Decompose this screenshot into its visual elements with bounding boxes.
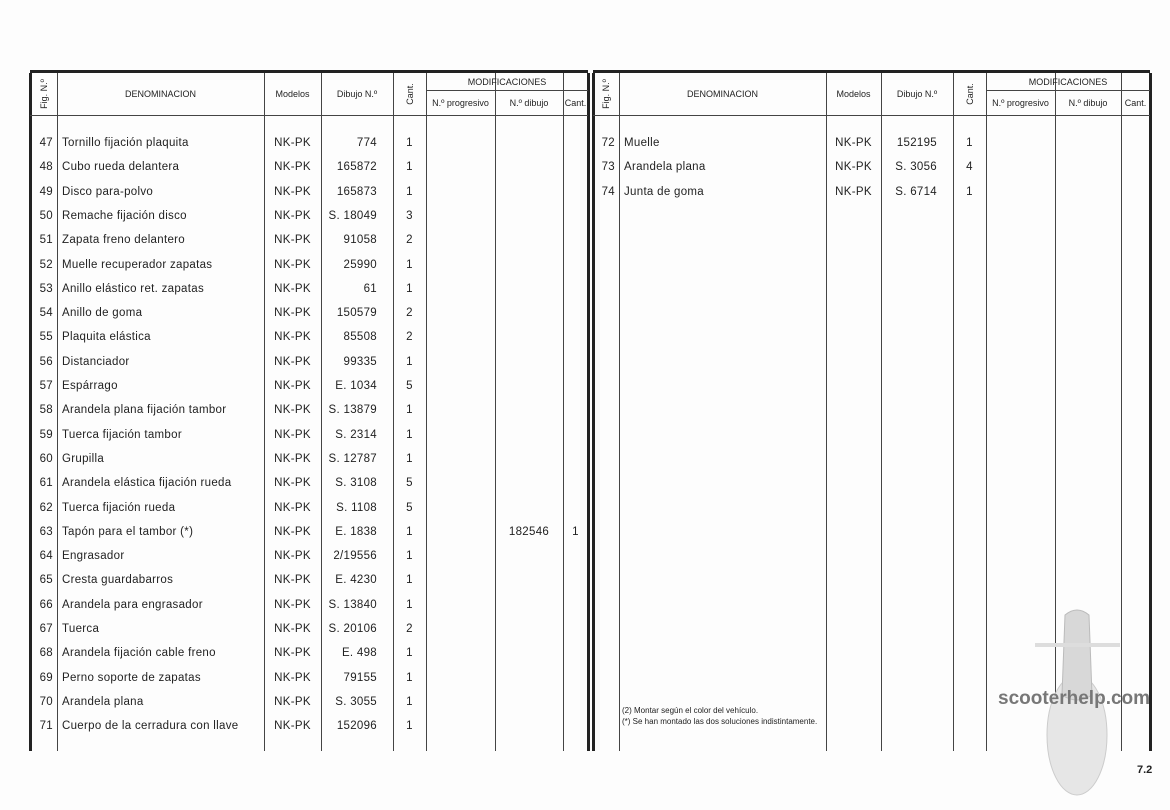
header-progresivo-text: N.º progresivo (432, 97, 489, 108)
quantity: 1 (406, 598, 413, 611)
model: NK-PK (274, 404, 311, 417)
quantity: 1 (406, 428, 413, 441)
header-modificaciones-text: MODIFICACIONES (467, 76, 547, 87)
fig-number: 53 (39, 282, 53, 295)
quantity: 1 (406, 647, 413, 660)
fig-number: 72 (601, 137, 615, 149)
part-name: Zapata freno delantero (62, 234, 185, 247)
drawing-number: 25990 (343, 258, 377, 271)
quantity: 5 (406, 380, 413, 392)
drawing-number: 165872 (336, 161, 377, 174)
part-name: Junta de goma (624, 185, 704, 198)
part-name: Arandela plana (624, 161, 706, 174)
header-mod-cant-text: Cant. (1124, 97, 1147, 108)
column-divider (587, 73, 590, 751)
drawing-number: 152195 (896, 137, 937, 149)
quantity: 1 (406, 282, 413, 295)
part-name: Arandela elástica fijación rueda (62, 477, 232, 490)
header-divider (30, 115, 588, 116)
model: NK-PK (274, 161, 311, 174)
model: NK-PK (274, 550, 311, 563)
header-fig (30, 73, 57, 115)
drawing-number: S. 3108 (335, 477, 377, 490)
header-fig (593, 73, 619, 115)
model: NK-PK (274, 331, 311, 344)
drawing-number: S. 6714 (895, 185, 937, 198)
quantity: 1 (406, 355, 413, 368)
header-dibujo-text: Dibujo N.º (336, 89, 378, 99)
quantity: 3 (406, 209, 413, 222)
footnote-color: (2) Montar según el color del vehículo. (622, 706, 759, 715)
drawing-number: 99335 (343, 355, 377, 368)
header-progresivo (986, 90, 1055, 115)
fig-number: 63 (39, 525, 53, 538)
part-name: Anillo de goma (62, 307, 143, 320)
drawing-number: 152096 (336, 720, 377, 733)
watermark-text: scooterhelp.com (998, 688, 1151, 709)
header-progresivo-text: N.º progresivo (992, 97, 1049, 108)
model: NK-PK (274, 647, 311, 660)
fig-number: 67 (39, 623, 53, 635)
model: NK-PK (274, 695, 311, 708)
drawing-number: 61 (363, 282, 377, 295)
part-name: Arandela plana fijación tambor (62, 404, 227, 417)
header-denominacion (619, 73, 826, 115)
drawing-number: 150579 (336, 307, 377, 320)
footnote-solutions: (*) Se han montado las dos soluciones indistintamente. (622, 717, 818, 726)
fig-number: 71 (39, 720, 53, 733)
drawing-number: E. 1838 (335, 525, 377, 538)
quantity: 1 (406, 525, 413, 538)
part-name: Muelle (624, 137, 660, 149)
quantity: 2 (406, 331, 413, 344)
drawing-number: S. 13840 (328, 598, 377, 611)
part-name: Engrasador (62, 550, 125, 563)
part-name: Tuerca fijación rueda (62, 501, 176, 514)
header-fig-text: Fig. N.º (38, 79, 49, 109)
quantity: 1 (966, 137, 973, 149)
quantity: 1 (406, 161, 413, 174)
model: NK-PK (274, 234, 311, 247)
drawing-number: E. 1034 (335, 380, 377, 392)
mod-drawing-number: 182546 (508, 525, 550, 538)
model: NK-PK (835, 137, 872, 149)
header-dibujo (881, 73, 953, 115)
drawing-number: S. 2314 (335, 428, 377, 441)
quantity: 5 (406, 477, 413, 490)
fig-number: 50 (39, 209, 53, 222)
part-name: Cubo rueda delantera (62, 161, 180, 174)
fig-number: 52 (39, 258, 53, 271)
quantity: 1 (406, 550, 413, 563)
header-dibujo (321, 73, 393, 115)
quantity: 1 (406, 404, 413, 417)
model: NK-PK (274, 380, 311, 392)
model: NK-PK (274, 452, 311, 465)
column-divider (563, 73, 564, 751)
header-cant-text: Cant. (404, 83, 415, 105)
fig-number: 69 (39, 671, 53, 684)
fig-number: 74 (601, 185, 615, 198)
header-divider (593, 115, 1150, 116)
model: NK-PK (274, 501, 311, 514)
header-modelos (264, 73, 321, 115)
header-dibujo-text: Dibujo N.º (896, 89, 938, 99)
model: NK-PK (274, 671, 311, 684)
header-mod-cant (563, 90, 588, 115)
fig-number: 57 (39, 380, 53, 392)
model: NK-PK (274, 209, 311, 222)
drawing-number: 91058 (343, 234, 377, 247)
quantity: 1 (406, 185, 413, 198)
model: NK-PK (274, 574, 311, 587)
part-name: Tapón para el tambor (*) (62, 525, 194, 538)
mod-quantity: 1 (572, 525, 579, 538)
drawing-number: S. 20106 (328, 623, 377, 635)
column-divider (426, 73, 427, 751)
column-divider (495, 73, 496, 751)
header-mod-cant-text: Cant. (564, 97, 587, 108)
header-modelos-text: Modelos (275, 89, 310, 99)
drawing-number: S. 1108 (336, 501, 377, 514)
model: NK-PK (274, 185, 311, 198)
part-name: Espárrago (62, 380, 118, 392)
quantity: 2 (406, 307, 413, 320)
header-fig-text: Fig. N.º (601, 79, 612, 109)
part-name: Cresta guardabarros (62, 574, 174, 587)
header-cant-text: Cant. (964, 83, 975, 105)
drawing-number: S. 18049 (328, 209, 377, 222)
header-modificaciones (426, 73, 588, 90)
model: NK-PK (274, 428, 311, 441)
fig-number: 55 (39, 331, 53, 344)
fig-number: 68 (39, 647, 53, 660)
parts-table-left (30, 70, 588, 751)
fig-number: 65 (39, 574, 53, 587)
fig-number: 66 (39, 598, 53, 611)
header-denominacion-text: DENOMINACION (124, 89, 196, 99)
quantity: 2 (406, 623, 413, 635)
quantity: 1 (406, 574, 413, 587)
header-modificaciones-text: MODIFICACIONES (1028, 76, 1108, 87)
model: NK-PK (274, 477, 311, 490)
fig-number: 70 (39, 695, 53, 708)
quantity: 1 (406, 258, 413, 271)
part-name: Distanciador (62, 355, 130, 368)
part-name: Remache fijación disco (62, 209, 187, 222)
fig-number: 47 (39, 137, 53, 149)
header-denominacion-text: DENOMINACION (686, 89, 758, 99)
drawing-number: 2/19556 (333, 550, 377, 563)
quantity: 1 (406, 137, 413, 149)
model: NK-PK (274, 258, 311, 271)
header-mod-dibujo (495, 90, 563, 115)
drawing-number: E. 498 (341, 647, 377, 660)
part-name: Anillo elástico ret. zapatas (62, 282, 204, 295)
drawing-number: 85508 (343, 331, 377, 344)
model: NK-PK (274, 720, 311, 733)
column-divider (57, 73, 58, 751)
column-divider (986, 73, 987, 751)
model: NK-PK (274, 137, 311, 149)
part-name: Cuerpo de la cerradura con llave (62, 720, 239, 733)
part-name: Grupilla (62, 452, 105, 465)
part-name: Muelle recuperador zapatas (62, 258, 213, 271)
part-name: Arandela fijación cable freno (62, 647, 216, 660)
header-denominacion (57, 73, 264, 115)
fig-number: 62 (39, 501, 53, 514)
header-mod-dibujo (1055, 90, 1121, 115)
model: NK-PK (274, 598, 311, 611)
drawing-number: 79155 (343, 671, 377, 684)
drawing-number: S. 3055 (335, 695, 377, 708)
header-modelos-text: Modelos (836, 89, 871, 99)
part-name: Arandela plana (62, 695, 144, 708)
drawing-number: S. 3056 (895, 161, 937, 174)
model: NK-PK (274, 355, 311, 368)
model: NK-PK (835, 185, 872, 198)
fig-number: 48 (39, 161, 53, 174)
quantity: 5 (406, 501, 413, 514)
column-divider (619, 73, 620, 751)
quantity: 1 (966, 185, 973, 198)
part-name: Disco para-polvo (62, 185, 154, 198)
fig-number: 54 (39, 307, 53, 320)
header-modificaciones (986, 73, 1150, 90)
header-cant (953, 73, 986, 115)
header-progresivo (426, 90, 495, 115)
quantity: 2 (406, 234, 413, 247)
header-cant (393, 73, 426, 115)
quantity: 1 (406, 452, 413, 465)
part-name: Tuerca (62, 623, 100, 635)
part-name: Arandela para engrasador (62, 598, 203, 611)
column-divider (1149, 73, 1152, 751)
part-name: Tornillo fijación plaquita (62, 137, 189, 149)
drawing-number: S. 12787 (328, 452, 377, 465)
drawing-number: 774 (356, 137, 377, 149)
drawing-number: E. 4230 (335, 574, 377, 587)
header-mod-cant (1121, 90, 1150, 115)
quantity: 4 (966, 161, 973, 174)
header-modelos (826, 73, 881, 115)
drawing-number: 165873 (336, 185, 377, 198)
fig-number: 60 (39, 452, 53, 465)
fig-number: 56 (39, 355, 53, 368)
model: NK-PK (274, 623, 311, 635)
part-name: Tuerca fijación tambor (62, 428, 182, 441)
drawing-number: S. 13879 (328, 404, 377, 417)
fig-number: 51 (39, 234, 53, 247)
model: NK-PK (274, 307, 311, 320)
quantity: 1 (406, 720, 413, 733)
quantity: 1 (406, 671, 413, 684)
fig-number: 73 (601, 161, 615, 174)
part-name: Perno soporte de zapatas (62, 671, 201, 684)
header-mod-dibujo-text: N.º dibujo (509, 97, 549, 108)
quantity: 1 (406, 695, 413, 708)
model: NK-PK (274, 282, 311, 295)
model: NK-PK (274, 525, 311, 538)
page-number: 7.2 (1137, 764, 1153, 776)
fig-number: 49 (39, 185, 53, 198)
fig-number: 64 (39, 550, 53, 563)
fig-number: 59 (39, 428, 53, 441)
fig-number: 58 (39, 404, 53, 417)
header-mod-dibujo-text: N.º dibujo (1068, 97, 1108, 108)
fig-number: 61 (39, 477, 53, 490)
model: NK-PK (835, 161, 872, 174)
part-name: Plaquita elástica (62, 331, 151, 344)
